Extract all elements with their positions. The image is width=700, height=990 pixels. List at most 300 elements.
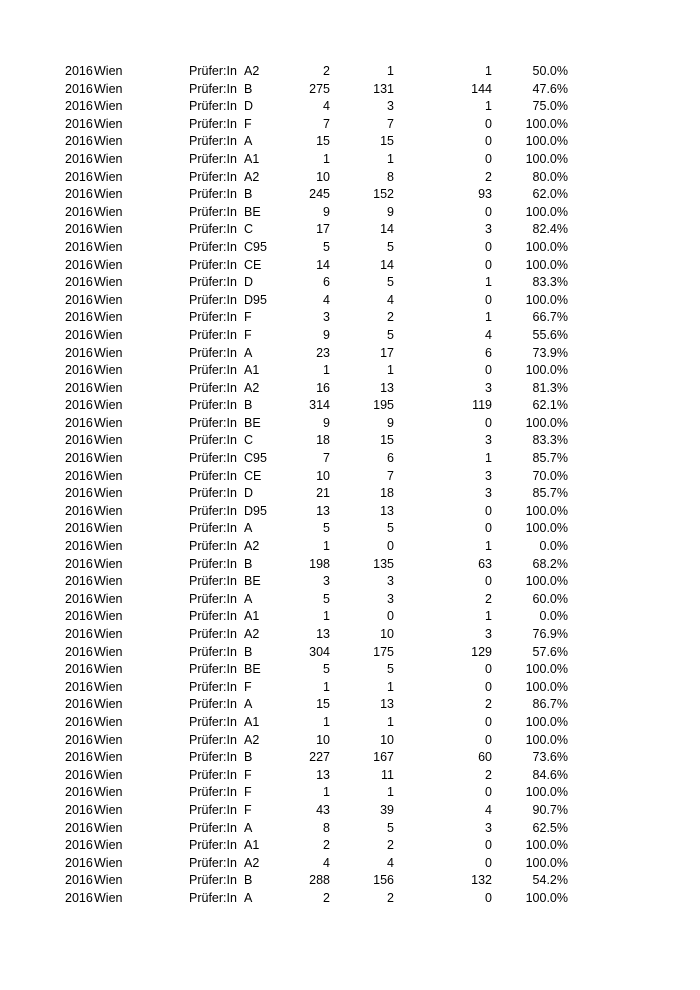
- city-cell: Wien: [94, 838, 123, 853]
- license-class-cell: F: [244, 679, 252, 694]
- total-count-cell: 9: [323, 204, 330, 219]
- total-count-cell: 1: [323, 539, 330, 554]
- year-cell: 2016: [65, 732, 93, 747]
- year-cell: 2016: [65, 802, 93, 817]
- pass-rate-cell: 50.0%: [532, 64, 568, 78]
- city-cell: Wien: [94, 855, 123, 870]
- license-class-cell: BE: [244, 662, 261, 677]
- table-row: [0, 485, 700, 503]
- table-row: [0, 274, 700, 292]
- table-row: [0, 802, 700, 820]
- table-row: [0, 309, 700, 327]
- table-row: [0, 151, 700, 169]
- passed-count-cell: 6: [387, 451, 394, 466]
- total-count-cell: 17: [316, 222, 330, 237]
- year-cell: 2016: [65, 539, 93, 554]
- license-class-cell: F: [244, 767, 252, 782]
- role-cell: Prüfer:In: [189, 556, 237, 571]
- passed-count-cell: 4: [387, 855, 394, 870]
- total-count-cell: 43: [316, 802, 330, 817]
- year-cell: 2016: [65, 363, 93, 378]
- city-cell: Wien: [94, 873, 123, 888]
- license-class-cell: C: [244, 433, 254, 448]
- role-cell: Prüfer:In: [189, 855, 237, 870]
- role-cell: Prüfer:In: [189, 239, 237, 254]
- year-cell: 2016: [65, 609, 93, 624]
- role-cell: Prüfer:In: [189, 451, 237, 466]
- failed-count-cell: 2: [485, 169, 492, 184]
- table-row: [0, 714, 700, 732]
- table-row: [0, 204, 700, 222]
- total-count-cell: 10: [316, 732, 330, 747]
- pass-rate-cell: 60.0%: [532, 591, 568, 606]
- pass-rate-cell: 100.0%: [525, 574, 568, 589]
- table-row: [0, 732, 700, 750]
- passed-count-cell: 39: [380, 802, 394, 817]
- pass-rate-cell: 83.3%: [532, 433, 568, 448]
- passed-count-cell: 135: [373, 556, 394, 571]
- table-row: [0, 591, 700, 609]
- total-count-cell: 13: [316, 767, 330, 782]
- city-cell: Wien: [94, 468, 123, 483]
- license-class-cell: A1: [244, 714, 260, 729]
- pass-rate-cell: 47.6%: [532, 81, 568, 96]
- total-count-cell: 9: [323, 415, 330, 430]
- failed-count-cell: 0: [485, 503, 492, 518]
- year-cell: 2016: [65, 697, 93, 712]
- failed-count-cell: 1: [485, 310, 492, 325]
- failed-count-cell: 63: [478, 556, 492, 571]
- total-count-cell: 18: [316, 433, 330, 448]
- total-count-cell: 10: [316, 468, 330, 483]
- pass-rate-cell: 100.0%: [525, 151, 568, 166]
- role-cell: Prüfer:In: [189, 275, 237, 290]
- year-cell: 2016: [65, 204, 93, 219]
- pass-rate-cell: 90.7%: [532, 802, 568, 817]
- role-cell: Prüfer:In: [189, 750, 237, 765]
- failed-count-cell: 2: [485, 591, 492, 606]
- year-cell: 2016: [65, 662, 93, 677]
- role-cell: Prüfer:In: [189, 116, 237, 131]
- table-row: [0, 749, 700, 767]
- city-cell: Wien: [94, 591, 123, 606]
- passed-count-cell: 7: [387, 116, 394, 131]
- passed-count-cell: 14: [380, 222, 394, 237]
- role-cell: Prüfer:In: [189, 486, 237, 501]
- total-count-cell: 23: [316, 345, 330, 360]
- year-cell: 2016: [65, 750, 93, 765]
- role-cell: Prüfer:In: [189, 574, 237, 589]
- city-cell: Wien: [94, 363, 123, 378]
- total-count-cell: 227: [309, 750, 330, 765]
- role-cell: Prüfer:In: [189, 838, 237, 853]
- year-cell: 2016: [65, 134, 93, 149]
- role-cell: Prüfer:In: [189, 503, 237, 518]
- table-row: [0, 186, 700, 204]
- table-row: [0, 820, 700, 838]
- pass-rate-cell: 100.0%: [525, 679, 568, 694]
- passed-count-cell: 9: [387, 204, 394, 219]
- city-cell: Wien: [94, 820, 123, 835]
- license-class-cell: B: [244, 644, 253, 659]
- failed-count-cell: 1: [485, 64, 492, 78]
- license-class-cell: B: [244, 750, 253, 765]
- role-cell: Prüfer:In: [189, 521, 237, 536]
- failed-count-cell: 3: [485, 486, 492, 501]
- passed-count-cell: 18: [380, 486, 394, 501]
- total-count-cell: 13: [316, 503, 330, 518]
- role-cell: Prüfer:In: [189, 627, 237, 641]
- passed-count-cell: 1: [387, 679, 394, 694]
- license-class-cell: B: [244, 873, 253, 888]
- failed-count-cell: 0: [485, 732, 492, 747]
- table-row: [0, 784, 700, 802]
- pass-rate-cell: 55.6%: [532, 327, 568, 342]
- failed-count-cell: 0: [485, 521, 492, 536]
- license-class-cell: C95: [244, 239, 267, 254]
- failed-count-cell: 0: [485, 574, 492, 589]
- total-count-cell: 14: [316, 257, 330, 272]
- license-class-cell: BE: [244, 415, 261, 430]
- year-cell: 2016: [65, 116, 93, 131]
- passed-count-cell: 8: [387, 169, 394, 184]
- city-cell: Wien: [94, 380, 123, 395]
- passed-count-cell: 156: [373, 873, 394, 888]
- city-cell: Wien: [94, 732, 123, 747]
- table-row: [0, 81, 700, 99]
- license-class-cell: A: [244, 591, 253, 606]
- failed-count-cell: 1: [485, 99, 492, 114]
- failed-count-cell: 60: [478, 750, 492, 765]
- total-count-cell: 5: [323, 521, 330, 536]
- total-count-cell: 2: [323, 838, 330, 853]
- total-count-cell: 1: [323, 363, 330, 378]
- role-cell: Prüfer:In: [189, 292, 237, 307]
- role-cell: Prüfer:In: [189, 697, 237, 712]
- role-cell: Prüfer:In: [189, 151, 237, 166]
- table-row: [0, 432, 700, 450]
- license-class-cell: F: [244, 802, 252, 817]
- pass-rate-cell: 100.0%: [525, 503, 568, 518]
- year-cell: 2016: [65, 820, 93, 835]
- table-row: [0, 380, 700, 398]
- license-class-cell: A2: [244, 380, 260, 395]
- table-row: [0, 556, 700, 574]
- total-count-cell: 9: [323, 327, 330, 342]
- license-class-cell: A: [244, 134, 253, 149]
- total-count-cell: 288: [309, 873, 330, 888]
- table-row: [0, 520, 700, 538]
- pass-rate-cell: 62.1%: [532, 398, 568, 413]
- total-count-cell: 4: [323, 855, 330, 870]
- role-cell: Prüfer:In: [189, 99, 237, 114]
- license-class-cell: B: [244, 81, 253, 96]
- pass-rate-cell: 0.0%: [539, 539, 568, 554]
- role-cell: Prüfer:In: [189, 64, 237, 78]
- failed-count-cell: 0: [485, 890, 492, 905]
- year-cell: 2016: [65, 890, 93, 905]
- total-count-cell: 1: [323, 785, 330, 800]
- year-cell: 2016: [65, 398, 93, 413]
- license-class-cell: BE: [244, 204, 261, 219]
- pass-rate-cell: 62.0%: [532, 187, 568, 202]
- total-count-cell: 16: [316, 380, 330, 395]
- failed-count-cell: 0: [485, 662, 492, 677]
- passed-count-cell: 3: [387, 591, 394, 606]
- role-cell: Prüfer:In: [189, 644, 237, 659]
- table-row: [0, 837, 700, 855]
- failed-count-cell: 3: [485, 468, 492, 483]
- license-class-cell: A2: [244, 627, 260, 641]
- passed-count-cell: 15: [380, 433, 394, 448]
- total-count-cell: 4: [323, 292, 330, 307]
- license-class-cell: A: [244, 697, 253, 712]
- role-cell: Prüfer:In: [189, 204, 237, 219]
- failed-count-cell: 0: [485, 116, 492, 131]
- pass-rate-cell: 100.0%: [525, 838, 568, 853]
- year-cell: 2016: [65, 644, 93, 659]
- role-cell: Prüfer:In: [189, 222, 237, 237]
- failed-count-cell: 3: [485, 433, 492, 448]
- failed-count-cell: 4: [485, 802, 492, 817]
- pass-rate-cell: 62.5%: [532, 820, 568, 835]
- failed-count-cell: 2: [485, 767, 492, 782]
- passed-count-cell: 5: [387, 327, 394, 342]
- pass-rate-cell: 76.9%: [532, 627, 568, 641]
- license-class-cell: A: [244, 521, 253, 536]
- table-row: [0, 98, 700, 116]
- role-cell: Prüfer:In: [189, 415, 237, 430]
- year-cell: 2016: [65, 591, 93, 606]
- table-row: [0, 538, 700, 556]
- pass-rate-cell: 100.0%: [525, 521, 568, 536]
- table-row: [0, 345, 700, 363]
- year-cell: 2016: [65, 187, 93, 202]
- table-row: [0, 362, 700, 380]
- license-class-cell: A2: [244, 64, 260, 78]
- role-cell: Prüfer:In: [189, 380, 237, 395]
- city-cell: Wien: [94, 415, 123, 430]
- failed-count-cell: 1: [485, 539, 492, 554]
- city-cell: Wien: [94, 134, 123, 149]
- passed-count-cell: 13: [380, 503, 394, 518]
- failed-count-cell: 3: [485, 820, 492, 835]
- role-cell: Prüfer:In: [189, 327, 237, 342]
- role-cell: Prüfer:In: [189, 433, 237, 448]
- role-cell: Prüfer:In: [189, 363, 237, 378]
- role-cell: Prüfer:In: [189, 679, 237, 694]
- total-count-cell: 21: [316, 486, 330, 501]
- passed-count-cell: 13: [380, 697, 394, 712]
- city-cell: Wien: [94, 310, 123, 325]
- license-class-cell: F: [244, 327, 252, 342]
- pass-rate-cell: 57.6%: [532, 644, 568, 659]
- passed-count-cell: 4: [387, 292, 394, 307]
- passed-count-cell: 131: [373, 81, 394, 96]
- license-class-cell: A2: [244, 732, 260, 747]
- total-count-cell: 1: [323, 151, 330, 166]
- failed-count-cell: 0: [485, 257, 492, 272]
- city-cell: Wien: [94, 116, 123, 131]
- role-cell: Prüfer:In: [189, 767, 237, 782]
- failed-count-cell: 0: [485, 204, 492, 219]
- license-class-cell: A2: [244, 169, 260, 184]
- year-cell: 2016: [65, 239, 93, 254]
- pass-rate-cell: 100.0%: [525, 890, 568, 905]
- license-class-cell: C: [244, 222, 254, 237]
- failed-count-cell: 4: [485, 327, 492, 342]
- role-cell: Prüfer:In: [189, 591, 237, 606]
- passed-count-cell: 3: [387, 574, 394, 589]
- failed-count-cell: 0: [485, 785, 492, 800]
- year-cell: 2016: [65, 81, 93, 96]
- city-cell: Wien: [94, 151, 123, 166]
- license-class-cell: C95: [244, 451, 267, 466]
- role-cell: Prüfer:In: [189, 134, 237, 149]
- city-cell: Wien: [94, 767, 123, 782]
- table-row: [0, 855, 700, 873]
- license-class-cell: F: [244, 116, 252, 131]
- city-cell: Wien: [94, 204, 123, 219]
- year-cell: 2016: [65, 679, 93, 694]
- license-class-cell: BE: [244, 574, 261, 589]
- total-count-cell: 314: [309, 398, 330, 413]
- passed-count-cell: 9: [387, 415, 394, 430]
- role-cell: Prüfer:In: [189, 802, 237, 817]
- city-cell: Wien: [94, 644, 123, 659]
- failed-count-cell: 0: [485, 714, 492, 729]
- passed-count-cell: 17: [380, 345, 394, 360]
- city-cell: Wien: [94, 275, 123, 290]
- table-row: [0, 503, 700, 521]
- failed-count-cell: 0: [485, 151, 492, 166]
- pass-rate-cell: 100.0%: [525, 204, 568, 219]
- role-cell: Prüfer:In: [189, 398, 237, 413]
- passed-count-cell: 3: [387, 99, 394, 114]
- license-class-cell: A2: [244, 855, 260, 870]
- year-cell: 2016: [65, 310, 93, 325]
- passed-count-cell: 5: [387, 662, 394, 677]
- city-cell: Wien: [94, 239, 123, 254]
- pass-rate-cell: 70.0%: [532, 468, 568, 483]
- role-cell: Prüfer:In: [189, 539, 237, 554]
- year-cell: 2016: [65, 64, 93, 78]
- total-count-cell: 8: [323, 820, 330, 835]
- total-count-cell: 2: [323, 890, 330, 905]
- city-cell: Wien: [94, 81, 123, 96]
- license-class-cell: A1: [244, 363, 260, 378]
- city-cell: Wien: [94, 609, 123, 624]
- passed-count-cell: 15: [380, 134, 394, 149]
- table-row: [0, 696, 700, 714]
- license-class-cell: D: [244, 99, 254, 114]
- total-count-cell: 1: [323, 609, 330, 624]
- passed-count-cell: 1: [387, 714, 394, 729]
- failed-count-cell: 6: [485, 345, 492, 360]
- year-cell: 2016: [65, 574, 93, 589]
- passed-count-cell: 14: [380, 257, 394, 272]
- pass-rate-cell: 83.3%: [532, 275, 568, 290]
- table-row: [0, 415, 700, 433]
- pass-rate-cell: 81.3%: [532, 380, 568, 395]
- passed-count-cell: 10: [380, 627, 394, 641]
- pass-rate-cell: 73.9%: [532, 345, 568, 360]
- table-row: [0, 221, 700, 239]
- total-count-cell: 3: [323, 310, 330, 325]
- city-cell: Wien: [94, 750, 123, 765]
- failed-count-cell: 3: [485, 222, 492, 237]
- city-cell: Wien: [94, 627, 123, 641]
- passed-count-cell: 11: [381, 767, 394, 782]
- license-class-cell: CE: [244, 468, 262, 483]
- city-cell: Wien: [94, 556, 123, 571]
- pass-rate-cell: 100.0%: [525, 116, 568, 131]
- table-row: [0, 169, 700, 187]
- failed-count-cell: 1: [485, 451, 492, 466]
- table-row: [0, 327, 700, 345]
- role-cell: Prüfer:In: [189, 169, 237, 184]
- year-cell: 2016: [65, 169, 93, 184]
- failed-count-cell: 0: [485, 292, 492, 307]
- pass-rate-cell: 85.7%: [532, 486, 568, 501]
- city-cell: Wien: [94, 292, 123, 307]
- table-row: [0, 116, 700, 134]
- year-cell: 2016: [65, 767, 93, 782]
- city-cell: Wien: [94, 574, 123, 589]
- passed-count-cell: 5: [387, 275, 394, 290]
- license-class-cell: A: [244, 820, 253, 835]
- role-cell: Prüfer:In: [189, 257, 237, 272]
- failed-count-cell: 2: [485, 697, 492, 712]
- role-cell: Prüfer:In: [189, 609, 237, 624]
- failed-count-cell: 132: [471, 873, 492, 888]
- passed-count-cell: 1: [387, 151, 394, 166]
- role-cell: Prüfer:In: [189, 890, 237, 905]
- total-count-cell: 1: [323, 714, 330, 729]
- city-cell: Wien: [94, 451, 123, 466]
- passed-count-cell: 175: [373, 644, 394, 659]
- year-cell: 2016: [65, 415, 93, 430]
- table-row: [0, 257, 700, 275]
- passed-count-cell: 7: [387, 468, 394, 483]
- pass-rate-cell: 100.0%: [525, 239, 568, 254]
- year-cell: 2016: [65, 627, 93, 641]
- table-row: [0, 468, 700, 486]
- total-count-cell: 6: [323, 275, 330, 290]
- year-cell: 2016: [65, 151, 93, 166]
- role-cell: Prüfer:In: [189, 785, 237, 800]
- city-cell: Wien: [94, 433, 123, 448]
- passed-count-cell: 2: [387, 838, 394, 853]
- year-cell: 2016: [65, 521, 93, 536]
- license-class-cell: B: [244, 187, 253, 202]
- total-count-cell: 5: [323, 239, 330, 254]
- city-cell: Wien: [94, 521, 123, 536]
- city-cell: Wien: [94, 697, 123, 712]
- year-cell: 2016: [65, 503, 93, 518]
- city-cell: Wien: [94, 398, 123, 413]
- pass-rate-cell: 100.0%: [525, 855, 568, 870]
- table-row: [0, 239, 700, 257]
- pass-rate-cell: 100.0%: [525, 134, 568, 149]
- total-count-cell: 15: [316, 697, 330, 712]
- passed-count-cell: 5: [387, 521, 394, 536]
- failed-count-cell: 0: [485, 415, 492, 430]
- city-cell: Wien: [94, 222, 123, 237]
- passed-count-cell: 152: [373, 187, 394, 202]
- role-cell: Prüfer:In: [189, 468, 237, 483]
- total-count-cell: 3: [323, 574, 330, 589]
